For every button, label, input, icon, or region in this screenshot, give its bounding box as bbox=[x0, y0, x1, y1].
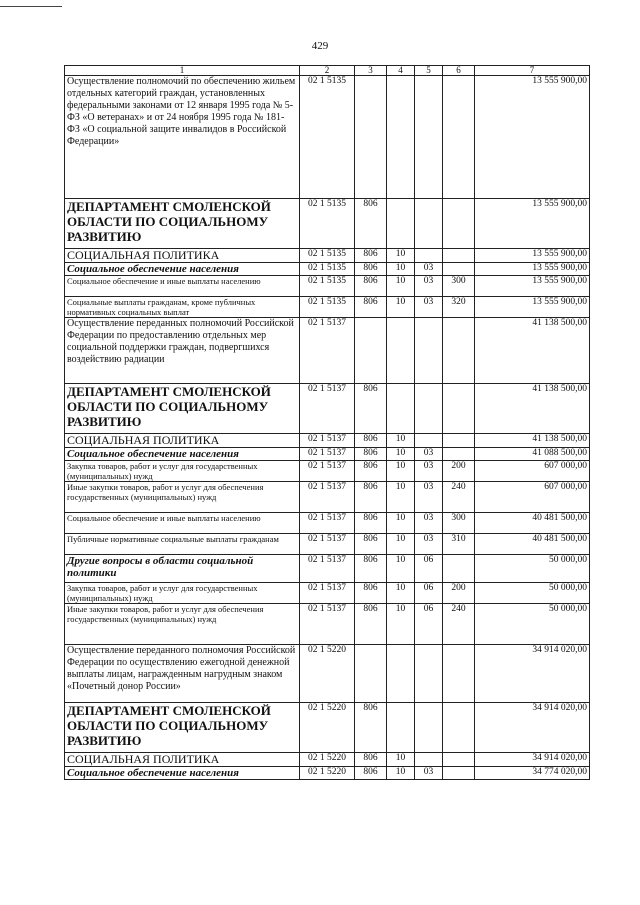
section-code bbox=[387, 76, 415, 199]
table-body bbox=[65, 66, 590, 780]
column-header: 2 bbox=[300, 66, 355, 76]
expense-type-code bbox=[443, 199, 475, 249]
table-row bbox=[65, 434, 590, 448]
administrator-code: 806 bbox=[355, 513, 387, 534]
expense-type-code: 300 bbox=[443, 513, 475, 534]
target-article-code: 02 1 5135 bbox=[300, 249, 355, 263]
table-row bbox=[65, 482, 590, 513]
row-name: Социальное обеспечение и иные выплаты населению bbox=[65, 276, 300, 297]
section-code bbox=[387, 384, 415, 434]
row-name: Осуществление полномочий по обеспечению жильем отдельных категорий граждан, установленных федеральными законами от 12 января 1995 года № 5-ФЗ «О ветеранах» и от 24 ноября 1995 года № 181-ФЗ «О социальной защите инвалидов в Российской Федерации» bbox=[65, 76, 300, 199]
expense-type-code bbox=[443, 263, 475, 276]
column-header: 3 bbox=[355, 66, 387, 76]
row-name: ДЕПАРТАМЕНТ СМОЛЕНСКОЙ ОБЛАСТИ ПО СОЦИАЛЬНОМУ РАЗВИТИЮ bbox=[65, 703, 300, 753]
expense-type-code bbox=[443, 384, 475, 434]
amount-value: 50 000,00 bbox=[475, 604, 590, 645]
row-name: Закупка товаров, работ и услуг для государственных (муниципальных) нужд bbox=[65, 583, 300, 604]
table-row bbox=[65, 249, 590, 263]
table-row bbox=[65, 263, 590, 276]
table-row bbox=[65, 645, 590, 703]
section-code: 10 bbox=[387, 604, 415, 645]
subsection-code: 03 bbox=[415, 513, 443, 534]
column-header: 1 bbox=[65, 66, 300, 76]
target-article-code: 02 1 5220 bbox=[300, 767, 355, 780]
column-header: 6 bbox=[443, 66, 475, 76]
table-row bbox=[65, 276, 590, 297]
section-code bbox=[387, 199, 415, 249]
amount-value: 34 914 020,00 bbox=[475, 645, 590, 703]
subsection-code: 03 bbox=[415, 482, 443, 513]
target-article-code: 02 1 5220 bbox=[300, 753, 355, 767]
table-row bbox=[65, 583, 590, 604]
column-header: 4 bbox=[387, 66, 415, 76]
section-code: 10 bbox=[387, 461, 415, 482]
subsection-code: 06 bbox=[415, 583, 443, 604]
subsection-code bbox=[415, 76, 443, 199]
section-code: 10 bbox=[387, 276, 415, 297]
amount-value: 34 914 020,00 bbox=[475, 703, 590, 753]
administrator-code: 806 bbox=[355, 583, 387, 604]
expense-type-code: 200 bbox=[443, 583, 475, 604]
expense-type-code: 240 bbox=[443, 604, 475, 645]
target-article-code: 02 1 5220 bbox=[300, 645, 355, 703]
administrator-code: 806 bbox=[355, 482, 387, 513]
target-article-code: 02 1 5220 bbox=[300, 703, 355, 753]
administrator-code: 806 bbox=[355, 263, 387, 276]
page-number: 429 bbox=[311, 40, 329, 52]
subsection-code bbox=[415, 434, 443, 448]
amount-value: 40 481 500,00 bbox=[475, 534, 590, 555]
target-article-code: 02 1 5137 bbox=[300, 318, 355, 384]
subsection-code: 03 bbox=[415, 767, 443, 780]
target-article-code: 02 1 5137 bbox=[300, 555, 355, 583]
administrator-code: 806 bbox=[355, 297, 387, 318]
row-name: ДЕПАРТАМЕНТ СМОЛЕНСКОЙ ОБЛАСТИ ПО СОЦИАЛЬНОМУ РАЗВИТИЮ bbox=[65, 384, 300, 434]
expense-type-code: 300 bbox=[443, 276, 475, 297]
subsection-code bbox=[415, 753, 443, 767]
row-name: Иные закупки товаров, работ и услуг для обеспечения государственных (муниципальных) нужд bbox=[65, 482, 300, 513]
table-row bbox=[65, 555, 590, 583]
row-name: Публичные нормативные социальные выплаты гражданам bbox=[65, 534, 300, 555]
administrator-code: 806 bbox=[355, 434, 387, 448]
subsection-code: 03 bbox=[415, 448, 443, 461]
table-row bbox=[65, 753, 590, 767]
section-code: 10 bbox=[387, 583, 415, 604]
administrator-code: 806 bbox=[355, 276, 387, 297]
row-name: СОЦИАЛЬНАЯ ПОЛИТИКА bbox=[65, 434, 300, 448]
subsection-code bbox=[415, 318, 443, 384]
table-row bbox=[65, 767, 590, 780]
top-rule bbox=[0, 6, 62, 7]
table-row bbox=[65, 384, 590, 434]
administrator-code: 806 bbox=[355, 767, 387, 780]
row-name: Социальное обеспечение населения bbox=[65, 448, 300, 461]
subsection-code bbox=[415, 199, 443, 249]
column-number-row bbox=[65, 66, 590, 76]
amount-value: 41 138 500,00 bbox=[475, 384, 590, 434]
expense-type-code bbox=[443, 249, 475, 263]
target-article-code: 02 1 5135 bbox=[300, 297, 355, 318]
expense-type-code bbox=[443, 555, 475, 583]
target-article-code: 02 1 5137 bbox=[300, 583, 355, 604]
table-row bbox=[65, 513, 590, 534]
amount-value: 41 138 500,00 bbox=[475, 434, 590, 448]
table-row bbox=[65, 318, 590, 384]
administrator-code: 806 bbox=[355, 448, 387, 461]
expense-type-code bbox=[443, 703, 475, 753]
amount-value: 13 555 900,00 bbox=[475, 199, 590, 249]
target-article-code: 02 1 5137 bbox=[300, 384, 355, 434]
row-name: ДЕПАРТАМЕНТ СМОЛЕНСКОЙ ОБЛАСТИ ПО СОЦИАЛЬНОМУ РАЗВИТИЮ bbox=[65, 199, 300, 249]
row-name: СОЦИАЛЬНАЯ ПОЛИТИКА bbox=[65, 249, 300, 263]
amount-value: 34 774 020,00 bbox=[475, 767, 590, 780]
amount-value: 13 555 900,00 bbox=[475, 249, 590, 263]
section-code: 10 bbox=[387, 448, 415, 461]
target-article-code: 02 1 5137 bbox=[300, 448, 355, 461]
target-article-code: 02 1 5137 bbox=[300, 461, 355, 482]
target-article-code: 02 1 5135 bbox=[300, 263, 355, 276]
subsection-code: 03 bbox=[415, 276, 443, 297]
section-code bbox=[387, 318, 415, 384]
row-name: Социальные выплаты гражданам, кроме публичных нормативных социальных выплат bbox=[65, 297, 300, 318]
subsection-code bbox=[415, 384, 443, 434]
administrator-code bbox=[355, 76, 387, 199]
expense-type-code bbox=[443, 448, 475, 461]
subsection-code: 06 bbox=[415, 555, 443, 583]
administrator-code: 806 bbox=[355, 555, 387, 583]
row-name: Социальное обеспечение и иные выплаты населению bbox=[65, 513, 300, 534]
amount-value: 13 555 900,00 bbox=[475, 263, 590, 276]
amount-value: 13 555 900,00 bbox=[475, 76, 590, 199]
section-code: 10 bbox=[387, 753, 415, 767]
table-row bbox=[65, 534, 590, 555]
expense-type-code bbox=[443, 318, 475, 384]
row-name: Осуществление переданных полномочий Российской Федерации по предоставлению отдельных мер социальной поддержки граждан, подвергшихся воздействию радиации bbox=[65, 318, 300, 384]
table-row bbox=[65, 703, 590, 753]
amount-value: 607 000,00 bbox=[475, 482, 590, 513]
administrator-code: 806 bbox=[355, 703, 387, 753]
administrator-code bbox=[355, 318, 387, 384]
row-name: Иные закупки товаров, работ и услуг для обеспечения государственных (муниципальных) нужд bbox=[65, 604, 300, 645]
subsection-code bbox=[415, 645, 443, 703]
amount-value: 607 000,00 bbox=[475, 461, 590, 482]
expense-type-code: 240 bbox=[443, 482, 475, 513]
expense-type-code bbox=[443, 753, 475, 767]
column-header: 7 bbox=[475, 66, 590, 76]
row-name: Социальное обеспечение населения bbox=[65, 767, 300, 780]
administrator-code: 806 bbox=[355, 199, 387, 249]
amount-value: 50 000,00 bbox=[475, 555, 590, 583]
target-article-code: 02 1 5137 bbox=[300, 434, 355, 448]
section-code: 10 bbox=[387, 767, 415, 780]
expense-type-code bbox=[443, 434, 475, 448]
section-code: 10 bbox=[387, 297, 415, 318]
subsection-code bbox=[415, 703, 443, 753]
administrator-code: 806 bbox=[355, 753, 387, 767]
row-name: СОЦИАЛЬНАЯ ПОЛИТИКА bbox=[65, 753, 300, 767]
section-code: 10 bbox=[387, 513, 415, 534]
subsection-code: 06 bbox=[415, 604, 443, 645]
section-code bbox=[387, 645, 415, 703]
administrator-code: 806 bbox=[355, 604, 387, 645]
administrator-code bbox=[355, 645, 387, 703]
expense-type-code bbox=[443, 767, 475, 780]
budget-table bbox=[64, 65, 590, 780]
section-code: 10 bbox=[387, 263, 415, 276]
expense-type-code bbox=[443, 645, 475, 703]
administrator-code: 806 bbox=[355, 534, 387, 555]
section-code: 10 bbox=[387, 534, 415, 555]
column-header: 5 bbox=[415, 66, 443, 76]
amount-value: 13 555 900,00 bbox=[475, 276, 590, 297]
row-name: Осуществление переданного полномочия Российской Федерации по осуществлению ежегодной денежной выплаты лицам, награжденным нагрудным знаком «Почетный донор России» bbox=[65, 645, 300, 703]
table-row bbox=[65, 604, 590, 645]
subsection-code bbox=[415, 249, 443, 263]
section-code: 10 bbox=[387, 434, 415, 448]
target-article-code: 02 1 5137 bbox=[300, 482, 355, 513]
administrator-code: 806 bbox=[355, 249, 387, 263]
target-article-code: 02 1 5137 bbox=[300, 534, 355, 555]
amount-value: 34 914 020,00 bbox=[475, 753, 590, 767]
amount-value: 41 138 500,00 bbox=[475, 318, 590, 384]
section-code: 10 bbox=[387, 249, 415, 263]
row-name: Другие вопросы в области социальной политики bbox=[65, 555, 300, 583]
amount-value: 40 481 500,00 bbox=[475, 513, 590, 534]
subsection-code: 03 bbox=[415, 297, 443, 318]
amount-value: 41 088 500,00 bbox=[475, 448, 590, 461]
expense-type-code: 320 bbox=[443, 297, 475, 318]
subsection-code: 03 bbox=[415, 461, 443, 482]
row-name: Закупка товаров, работ и услуг для государственных (муниципальных) нужд bbox=[65, 461, 300, 482]
amount-value: 13 555 900,00 bbox=[475, 297, 590, 318]
table-row bbox=[65, 461, 590, 482]
row-name: Социальное обеспечение населения bbox=[65, 263, 300, 276]
table-row bbox=[65, 297, 590, 318]
administrator-code: 806 bbox=[355, 461, 387, 482]
section-code bbox=[387, 703, 415, 753]
expense-type-code: 200 bbox=[443, 461, 475, 482]
table-row bbox=[65, 199, 590, 249]
table-row bbox=[65, 76, 590, 199]
section-code: 10 bbox=[387, 555, 415, 583]
administrator-code: 806 bbox=[355, 384, 387, 434]
subsection-code: 03 bbox=[415, 534, 443, 555]
expense-type-code: 310 bbox=[443, 534, 475, 555]
amount-value: 50 000,00 bbox=[475, 583, 590, 604]
section-code: 10 bbox=[387, 482, 415, 513]
target-article-code: 02 1 5135 bbox=[300, 76, 355, 199]
target-article-code: 02 1 5135 bbox=[300, 199, 355, 249]
expense-type-code bbox=[443, 76, 475, 199]
table-row bbox=[65, 448, 590, 461]
target-article-code: 02 1 5137 bbox=[300, 513, 355, 534]
target-article-code: 02 1 5137 bbox=[300, 604, 355, 645]
subsection-code: 03 bbox=[415, 263, 443, 276]
target-article-code: 02 1 5135 bbox=[300, 276, 355, 297]
